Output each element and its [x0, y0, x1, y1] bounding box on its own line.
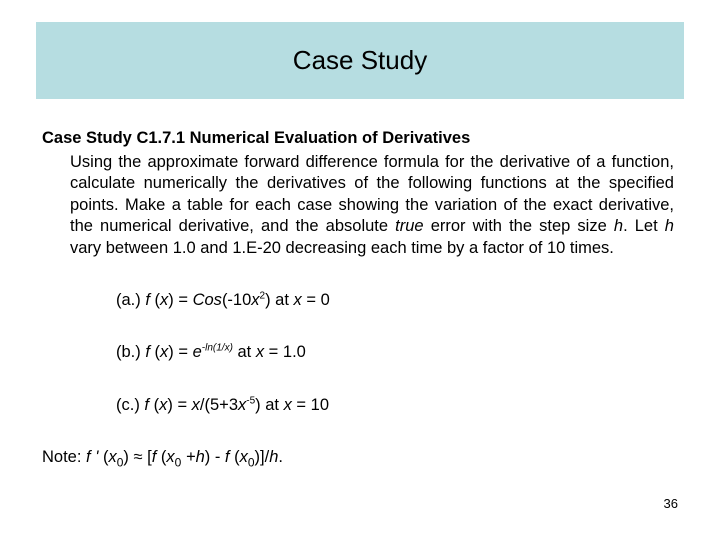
statement-text-1: Using the approximate forward difference formula for the derivative of a function, calculate numerically the derivatives of the following functions at the specified points. Make a table for each case showing the variation of the exact derivative, the numerical derivative, and the absolute	[70, 152, 674, 235]
note-fprime: f '	[86, 448, 99, 466]
fn-a-f: f	[145, 291, 150, 309]
fn-c-label: (c.)	[116, 396, 145, 414]
fn-b-at-val: = 1.0	[264, 343, 306, 361]
fn-b-at: at	[232, 343, 256, 361]
title-banner	[36, 22, 684, 99]
fn-a-exp: 2	[259, 290, 266, 302]
fn-a-lp: (	[149, 291, 161, 309]
fn-c-exp: -5	[246, 395, 256, 407]
fn-a-at-x: x	[293, 291, 302, 309]
fn-a-cos: Cos	[192, 291, 222, 309]
note-f2: f	[224, 448, 230, 466]
fn-c-expr-x: x	[238, 396, 247, 414]
fn-c-f: f	[144, 396, 150, 414]
fn-c-at-val: = 10	[291, 396, 330, 414]
note-x1: x	[166, 448, 175, 466]
fn-a-at: ) at	[265, 291, 294, 309]
fn-a-label: (a.)	[116, 291, 146, 309]
fn-a-mid: (-10	[221, 291, 252, 309]
note-rhs-p2: ) -	[204, 448, 225, 466]
fn-c-lp: (	[149, 396, 160, 414]
note-sub2: 0	[247, 455, 255, 470]
fn-c-x: x	[159, 396, 168, 414]
fn-b-f: f	[145, 343, 150, 361]
statement-text-2: error with the step size	[423, 217, 614, 235]
note-h: h	[269, 448, 279, 466]
fn-b-x: x	[160, 343, 169, 361]
slide-body	[42, 128, 674, 259]
fn-c-rp: ) =	[167, 396, 192, 414]
statement-h-1: h	[613, 217, 624, 235]
note-label: Note:	[42, 448, 87, 466]
case-study-heading: Case Study C1.7.1 Numerical Evaluation of Derivatives	[42, 129, 471, 147]
fn-b-lp: (	[149, 343, 161, 361]
statement-h-2: h	[664, 217, 674, 235]
fn-b-label: (b.)	[116, 343, 146, 361]
note-lhs-close: )	[123, 448, 134, 466]
note-rhs-p3: (	[229, 448, 240, 466]
function-c	[116, 396, 329, 415]
forward-difference-note	[42, 448, 283, 470]
note-plus-h: +h	[181, 448, 205, 466]
note-rhs-open: [	[142, 448, 152, 466]
fn-b-exp: -ln(1/x)	[201, 342, 233, 354]
fn-a-rp: ) =	[168, 291, 193, 309]
statement-text-3: . Let	[623, 217, 665, 235]
fn-a-x: x	[160, 291, 169, 309]
slide-title: Case Study	[292, 45, 428, 75]
note-x0: x	[108, 448, 117, 466]
note-lhs-open: (	[98, 448, 109, 466]
statement-text-4: vary between 1.0 and 1.E-20 decreasing each time by a factor of 10 times.	[70, 238, 614, 257]
fn-c-x-num: x	[191, 396, 200, 414]
fn-c-at: ) at	[255, 396, 284, 414]
page-number: 36	[663, 496, 678, 511]
note-approx: ≈	[133, 448, 143, 466]
fn-b-at-x: x	[255, 343, 265, 361]
note-rhs-p1: (	[156, 448, 167, 466]
statement-true-word: true	[395, 217, 424, 235]
fn-a-at-val: = 0	[301, 291, 330, 309]
problem-statement	[70, 152, 674, 260]
fn-c-at-x: x	[283, 396, 292, 414]
function-a	[116, 291, 330, 310]
function-b	[116, 343, 306, 362]
note-sub1: 0	[174, 455, 182, 470]
fn-a-expr-x: x	[251, 291, 260, 309]
fn-c-mid: /(5+3	[199, 396, 238, 414]
note-end: .	[278, 448, 283, 466]
note-sub0: 0	[116, 455, 124, 470]
fn-b-e: e	[192, 343, 202, 361]
fn-b-rp: ) =	[168, 343, 193, 361]
note-x2: x	[239, 448, 248, 466]
note-rhs-p4: )]/	[254, 448, 270, 466]
note-f1: f	[151, 448, 157, 466]
